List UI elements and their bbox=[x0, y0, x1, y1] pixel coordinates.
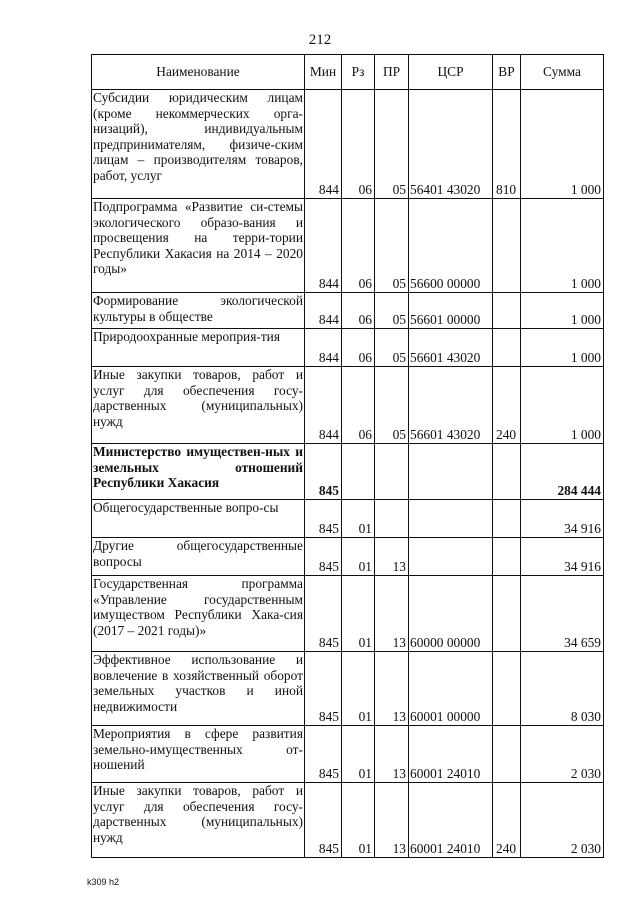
table-row bbox=[92, 444, 604, 500]
column-header-vr: ВР bbox=[493, 55, 521, 90]
cell-min: 844 bbox=[305, 199, 342, 293]
cell-csr: 60001 24010 bbox=[409, 783, 493, 858]
cell-rz: 01 bbox=[342, 576, 375, 652]
cell-vr: 240 bbox=[493, 783, 521, 858]
cell-rz bbox=[342, 444, 375, 500]
cell-name: Мероприятия в сфере развития земельно-имущественных от-ношений bbox=[92, 726, 305, 783]
cell-pr bbox=[375, 444, 409, 500]
cell-csr: 56601 00000 bbox=[409, 293, 493, 329]
cell-vr bbox=[493, 444, 521, 500]
cell-pr: 05 bbox=[375, 293, 409, 329]
cell-name: Другие общегосударственные вопросы bbox=[92, 538, 305, 576]
cell-rz: 01 bbox=[342, 500, 375, 538]
cell-rz: 06 bbox=[342, 293, 375, 329]
cell-min: 844 bbox=[305, 293, 342, 329]
table-row bbox=[92, 652, 604, 726]
cell-pr: 13 bbox=[375, 652, 409, 726]
table-row bbox=[92, 538, 604, 576]
cell-rz: 06 bbox=[342, 367, 375, 444]
cell-csr: 56601 43020 bbox=[409, 329, 493, 367]
cell-rz: 06 bbox=[342, 199, 375, 293]
cell-pr: 05 bbox=[375, 199, 409, 293]
cell-sum: 34 916 bbox=[521, 500, 604, 538]
cell-csr: 56401 43020 bbox=[409, 90, 493, 199]
page-number: 212 bbox=[308, 32, 332, 48]
cell-vr bbox=[493, 199, 521, 293]
cell-min: 845 bbox=[305, 576, 342, 652]
cell-vr bbox=[493, 576, 521, 652]
cell-sum: 1 000 bbox=[521, 367, 604, 444]
cell-pr: 13 bbox=[375, 726, 409, 783]
cell-vr bbox=[493, 500, 521, 538]
cell-csr: 60001 24010 bbox=[409, 726, 493, 783]
cell-sum: 1 000 bbox=[521, 90, 604, 199]
cell-name: Субсидии юридическим лицам (кроме некоммерческих орга-низаций), индивидуальным предпринимателям, физиче-ским лицам – производителям товаров, работ, услуг bbox=[92, 90, 305, 199]
table-row bbox=[92, 576, 604, 652]
column-header-rz: Рз bbox=[342, 55, 375, 90]
cell-rz: 01 bbox=[342, 652, 375, 726]
cell-name: Формирование экологической культуры в обществе bbox=[92, 293, 305, 329]
cell-sum: 34 659 bbox=[521, 576, 604, 652]
table-row bbox=[92, 329, 604, 367]
table-row bbox=[92, 367, 604, 444]
cell-vr bbox=[493, 293, 521, 329]
cell-csr bbox=[409, 444, 493, 500]
cell-name: Иные закупки товаров, работ и услуг для обеспечения госу-дарственных (муниципальных) нужд bbox=[92, 783, 305, 858]
cell-rz: 01 bbox=[342, 538, 375, 576]
cell-sum: 1 000 bbox=[521, 199, 604, 293]
cell-name: Эффективное использование и вовлечение в хозяйственный оборот земельных участков и иной недвижимости bbox=[92, 652, 305, 726]
cell-sum: 2 030 bbox=[521, 726, 604, 783]
cell-min: 845 bbox=[305, 444, 342, 500]
cell-sum: 2 030 bbox=[521, 783, 604, 858]
budget-table bbox=[91, 54, 604, 858]
table-row bbox=[92, 500, 604, 538]
cell-min: 845 bbox=[305, 538, 342, 576]
cell-name: Иные закупки товаров, работ и услуг для обеспечения госу-дарственных (муниципальных) нужд bbox=[92, 367, 305, 444]
cell-sum: 1 000 bbox=[521, 293, 604, 329]
cell-pr bbox=[375, 500, 409, 538]
cell-sum: 8 030 bbox=[521, 652, 604, 726]
cell-sum: 34 916 bbox=[521, 538, 604, 576]
cell-pr: 13 bbox=[375, 783, 409, 858]
column-header-csr: ЦСР bbox=[409, 55, 493, 90]
table-header-row bbox=[92, 55, 604, 90]
column-header-sum: Сумма bbox=[521, 55, 604, 90]
cell-name: Общегосударственные вопро-сы bbox=[92, 500, 305, 538]
cell-vr: 240 bbox=[493, 367, 521, 444]
cell-vr bbox=[493, 726, 521, 783]
cell-sum: 1 000 bbox=[521, 329, 604, 367]
cell-name: Подпрограмма «Развитие си-стемы экологического образо-вания и просвещения на терри-тории Республики Хакасия на 2014 – 2020 годы» bbox=[92, 199, 305, 293]
cell-min: 845 bbox=[305, 652, 342, 726]
cell-pr: 05 bbox=[375, 367, 409, 444]
cell-sum: 284 444 bbox=[521, 444, 604, 500]
cell-name: Государственная программа «Управление государственным имуществом Республики Хака-сия (2017 – 2021 годы)» bbox=[92, 576, 305, 652]
cell-min: 845 bbox=[305, 726, 342, 783]
cell-vr bbox=[493, 329, 521, 367]
cell-pr: 05 bbox=[375, 329, 409, 367]
table-row bbox=[92, 199, 604, 293]
table-row bbox=[92, 90, 604, 199]
cell-csr: 56600 00000 bbox=[409, 199, 493, 293]
cell-pr: 05 bbox=[375, 90, 409, 199]
cell-name: Министерство имуществен-ных и земельных отношений Республики Хакасия bbox=[92, 444, 305, 500]
table-row bbox=[92, 293, 604, 329]
cell-rz: 01 bbox=[342, 783, 375, 858]
cell-min: 845 bbox=[305, 500, 342, 538]
cell-vr bbox=[493, 652, 521, 726]
cell-csr bbox=[409, 500, 493, 538]
cell-pr: 13 bbox=[375, 576, 409, 652]
table-body bbox=[92, 90, 604, 858]
cell-vr: 810 bbox=[493, 90, 521, 199]
column-header-min: Мин bbox=[305, 55, 342, 90]
footer-code: k309 h2 bbox=[87, 877, 120, 887]
cell-min: 844 bbox=[305, 367, 342, 444]
column-header-name: Наименование bbox=[92, 55, 305, 90]
column-header-pr: ПР bbox=[375, 55, 409, 90]
cell-min: 844 bbox=[305, 329, 342, 367]
cell-vr bbox=[493, 538, 521, 576]
cell-rz: 01 bbox=[342, 726, 375, 783]
table-row bbox=[92, 783, 604, 858]
cell-name: Природоохранные мероприя-тия bbox=[92, 329, 305, 367]
table-row bbox=[92, 726, 604, 783]
cell-rz: 06 bbox=[342, 329, 375, 367]
cell-csr: 60000 00000 bbox=[409, 576, 493, 652]
cell-min: 844 bbox=[305, 90, 342, 199]
cell-csr: 56601 43020 bbox=[409, 367, 493, 444]
cell-csr: 60001 00000 bbox=[409, 652, 493, 726]
cell-csr bbox=[409, 538, 493, 576]
cell-min: 845 bbox=[305, 783, 342, 858]
cell-rz: 06 bbox=[342, 90, 375, 199]
cell-pr: 13 bbox=[375, 538, 409, 576]
